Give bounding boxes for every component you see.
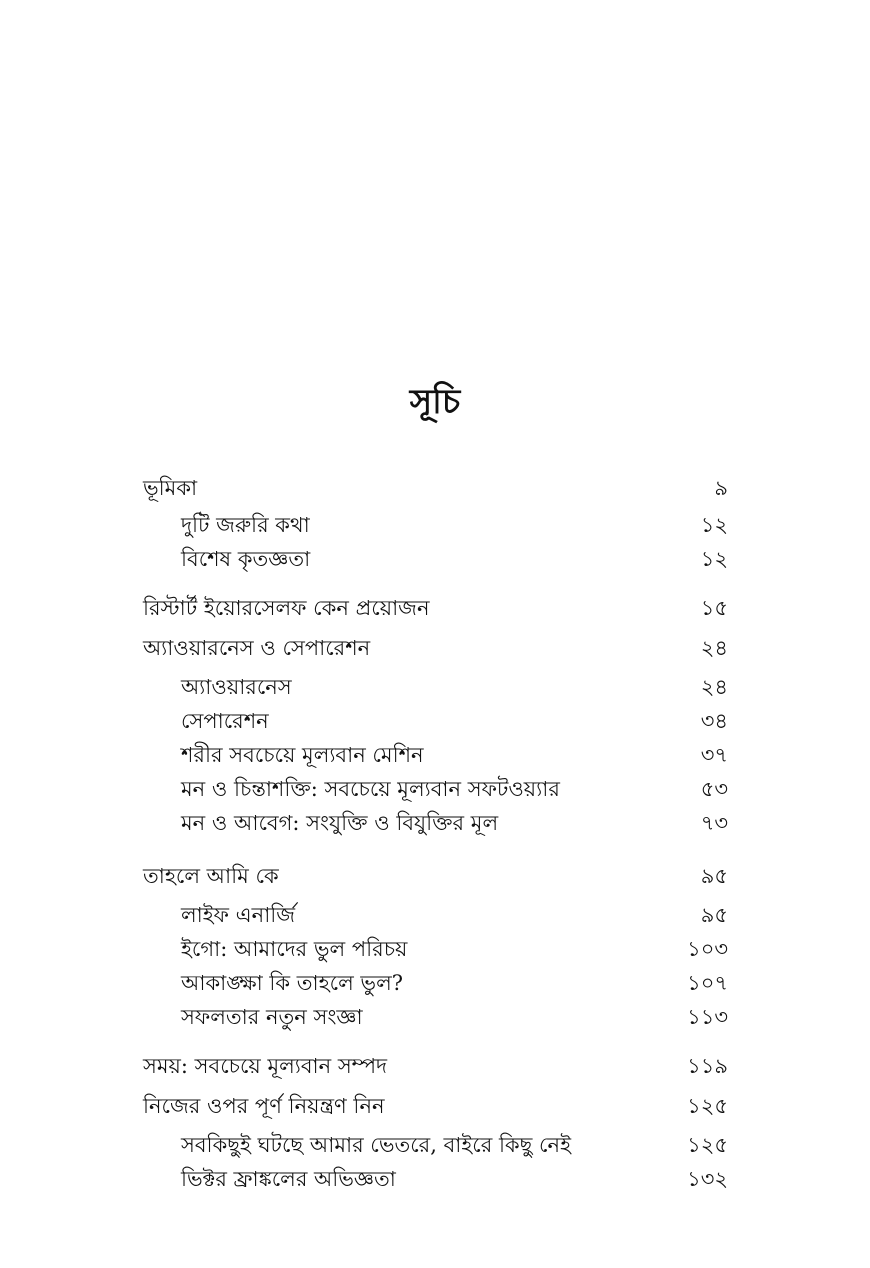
toc-entry-page: ১৩২ [687,1167,728,1191]
toc-entry-title: শরীর সবচেয়ে মূল্যবান মেশিন [181,743,424,767]
toc-entry-title: রিস্টার্ট ইয়োরসেলফ কেন প্রয়োজন [143,596,430,620]
toc-entry-title: আকাঙ্ক্ষা কি তাহলে ভুল? [181,971,403,995]
toc-entry [0,772,870,806]
toc-entry [0,1089,870,1123]
toc-entry-title: সবকিছুই ঘটছে আমার ভেতরে, বাইরে কিছু নেই [181,1133,572,1157]
toc-entry-title: সেপারেশন [181,709,269,733]
toc-entry-page: ৯৫ [700,903,728,927]
toc-entry [0,738,870,772]
toc-entry-title: মন ও চিন্তাশক্তি: সবচেয়ে মূল্যবান সফটওয়্যার [181,777,560,801]
toc-entry-page: ১১৯ [687,1054,728,1078]
toc-entry-page: ৩৭ [700,743,728,767]
toc-entry [0,806,870,840]
toc-entry [0,508,870,542]
toc-entry-page: ৫৩ [700,777,728,801]
toc-entry-page: ৭৩ [700,811,728,835]
toc-entry-page: ২৪ [700,675,728,699]
toc-entry-title: মন ও আবেগ: সংযুক্তি ও বিযুক্তির মূল [181,811,499,835]
toc-entry [0,1000,870,1034]
toc-entry [0,704,870,738]
toc-entry-title: তাহলে আমি কে [143,864,279,888]
toc-entry [0,932,870,966]
toc-entry-title: বিশেষ কৃতজ্ঞতা [181,547,311,571]
toc-entry [0,591,870,625]
toc-entry-page: ১২৫ [687,1094,728,1118]
toc-entry-page: ১১৩ [687,1005,728,1029]
toc-entry-page: ৩৪ [700,709,728,733]
toc-entry [0,631,870,665]
toc-entry-page: ৯৫ [700,864,728,888]
toc-entry-title: লাইফ এনার্জি [181,903,296,927]
toc-entry-title: ইগো: আমাদের ভুল পরিচয় [181,937,408,961]
toc-entry [0,471,870,505]
toc-entry [0,966,870,1000]
toc-entry [0,670,870,704]
toc-entry [0,1162,870,1196]
toc-entry-title: ভূমিকা [143,476,198,500]
toc-entry-page: ১২ [700,547,728,571]
page-title: সূচি [409,382,461,422]
toc-entry-title: অ্যাওয়ারনেস [181,675,292,699]
toc-entry [0,1049,870,1083]
toc-entry [0,859,870,893]
toc-entry [0,898,870,932]
toc-entry-title: সফলতার নতুন সংজ্ঞা [181,1005,363,1029]
toc-entry-title: সময়: সবচেয়ে মূল্যবান সম্পদ [143,1054,388,1078]
toc-entry-page: ৯ [714,476,728,500]
toc-entry-title: ভিক্টর ফ্রাঙ্কলের অভিজ্ঞতা [181,1167,396,1191]
toc-entry-page: ১০৩ [687,937,728,961]
toc-entry-page: ১৫ [700,596,728,620]
toc-entry-page: ১২৫ [687,1133,728,1157]
toc-entry-page: ১২ [700,513,728,537]
toc-entry [0,542,870,576]
toc-entry-title: দুটি জরুরি কথা [181,513,310,537]
toc-entry-page: ২৪ [700,636,728,660]
toc-entry-page: ১০৭ [687,971,728,995]
toc-entry-title: নিজের ওপর পূর্ণ নিয়ন্ত্রণ নিন [143,1094,385,1118]
toc-entry-title: অ্যাওয়ারনেস ও সেপারেশন [143,636,371,660]
toc-entry [0,1128,870,1162]
